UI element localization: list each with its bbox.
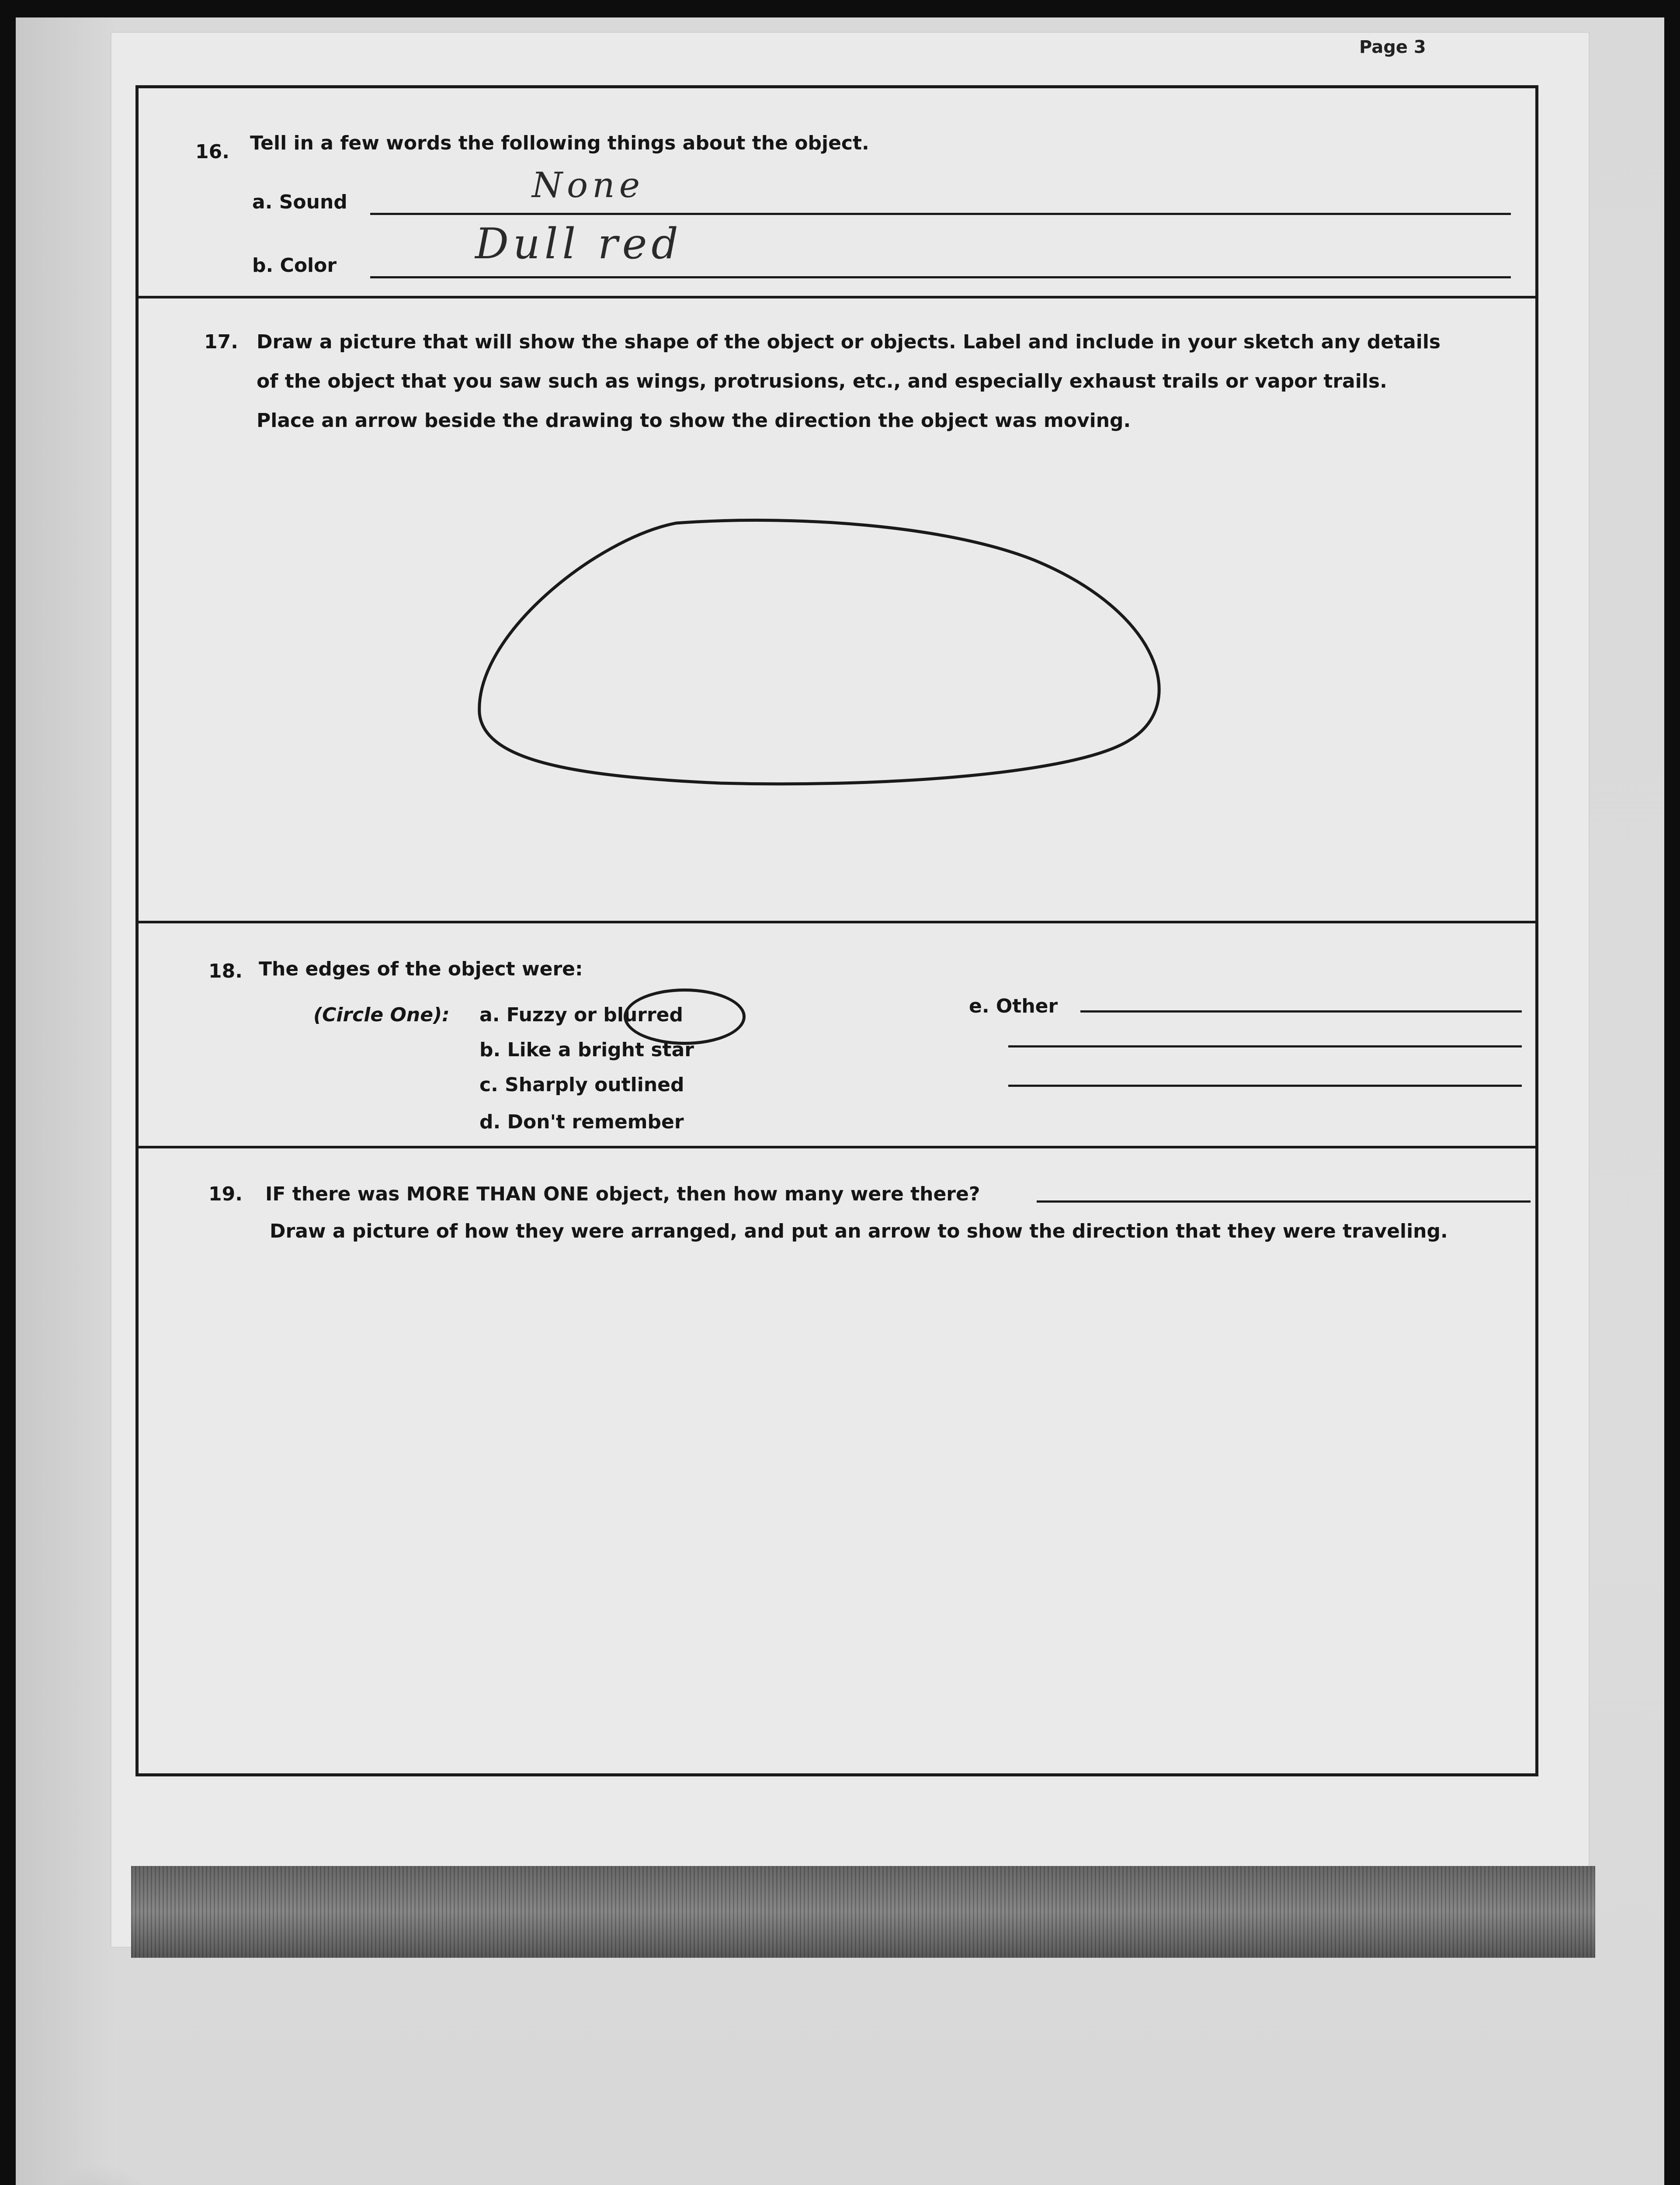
q16-sound-label: a. Sound [252, 191, 347, 213]
q19-number: 19. [208, 1183, 243, 1205]
q19-line2: Draw a picture of how they were arranged, and put an arrow to show the direction that they were traveling. [270, 1220, 1448, 1242]
divider-17-18 [139, 921, 1535, 923]
q18-number: 18. [208, 960, 243, 982]
q17-line1: Draw a picture that will show the shape of the object or objects. Label and include in your sketch any details [257, 331, 1441, 353]
q18-other-label: e. Other [969, 995, 1058, 1017]
q16-sound-answer: None [532, 165, 645, 205]
q18-prompt: The edges of the object were: [259, 958, 583, 980]
q18-option-d: d. Don't remember [479, 1111, 684, 1133]
q17-line2: of the object that you saw such as wings, protrusions, etc., and especially exhaust trails or vapor trails. [257, 370, 1387, 392]
q18-other-line-2 [1008, 1045, 1522, 1047]
object-shape-drawing [479, 520, 1159, 784]
selection-circle [624, 988, 746, 1045]
q18-option-c: c. Sharply outlined [479, 1074, 684, 1096]
scan-bottom-strip [131, 1866, 1595, 1958]
q18-instruction: (Circle One): [313, 1004, 450, 1026]
q19-count-line [1037, 1200, 1531, 1203]
divider-18-19 [139, 1146, 1535, 1148]
q18-option-b: b. Like a bright star [479, 1039, 694, 1061]
q16-prompt: Tell in a few words the following things about the object. [250, 132, 869, 154]
q17-sketch [139, 88, 1537, 962]
q19-line1: IF there was MORE THAN ONE object, then how many were there? [265, 1183, 980, 1205]
q18-other-line-1 [1080, 1010, 1522, 1013]
q17-line3: Place an arrow beside the drawing to show the direction the object was moving. [257, 409, 1131, 432]
q16-color-answer: Dull red [475, 219, 683, 268]
scan-smudge [31, 2163, 170, 2185]
form-box [135, 85, 1538, 1776]
scan-edge-shadow [16, 17, 116, 2185]
q16-color-label: b. Color [252, 254, 337, 277]
q18-option-a: a. Fuzzy or blurred [479, 1004, 684, 1026]
page-number: Page 3 [1359, 37, 1426, 57]
q16-number: 16. [195, 141, 229, 163]
q18-other-line-3 [1008, 1085, 1522, 1087]
q17-number: 17. [204, 331, 238, 353]
